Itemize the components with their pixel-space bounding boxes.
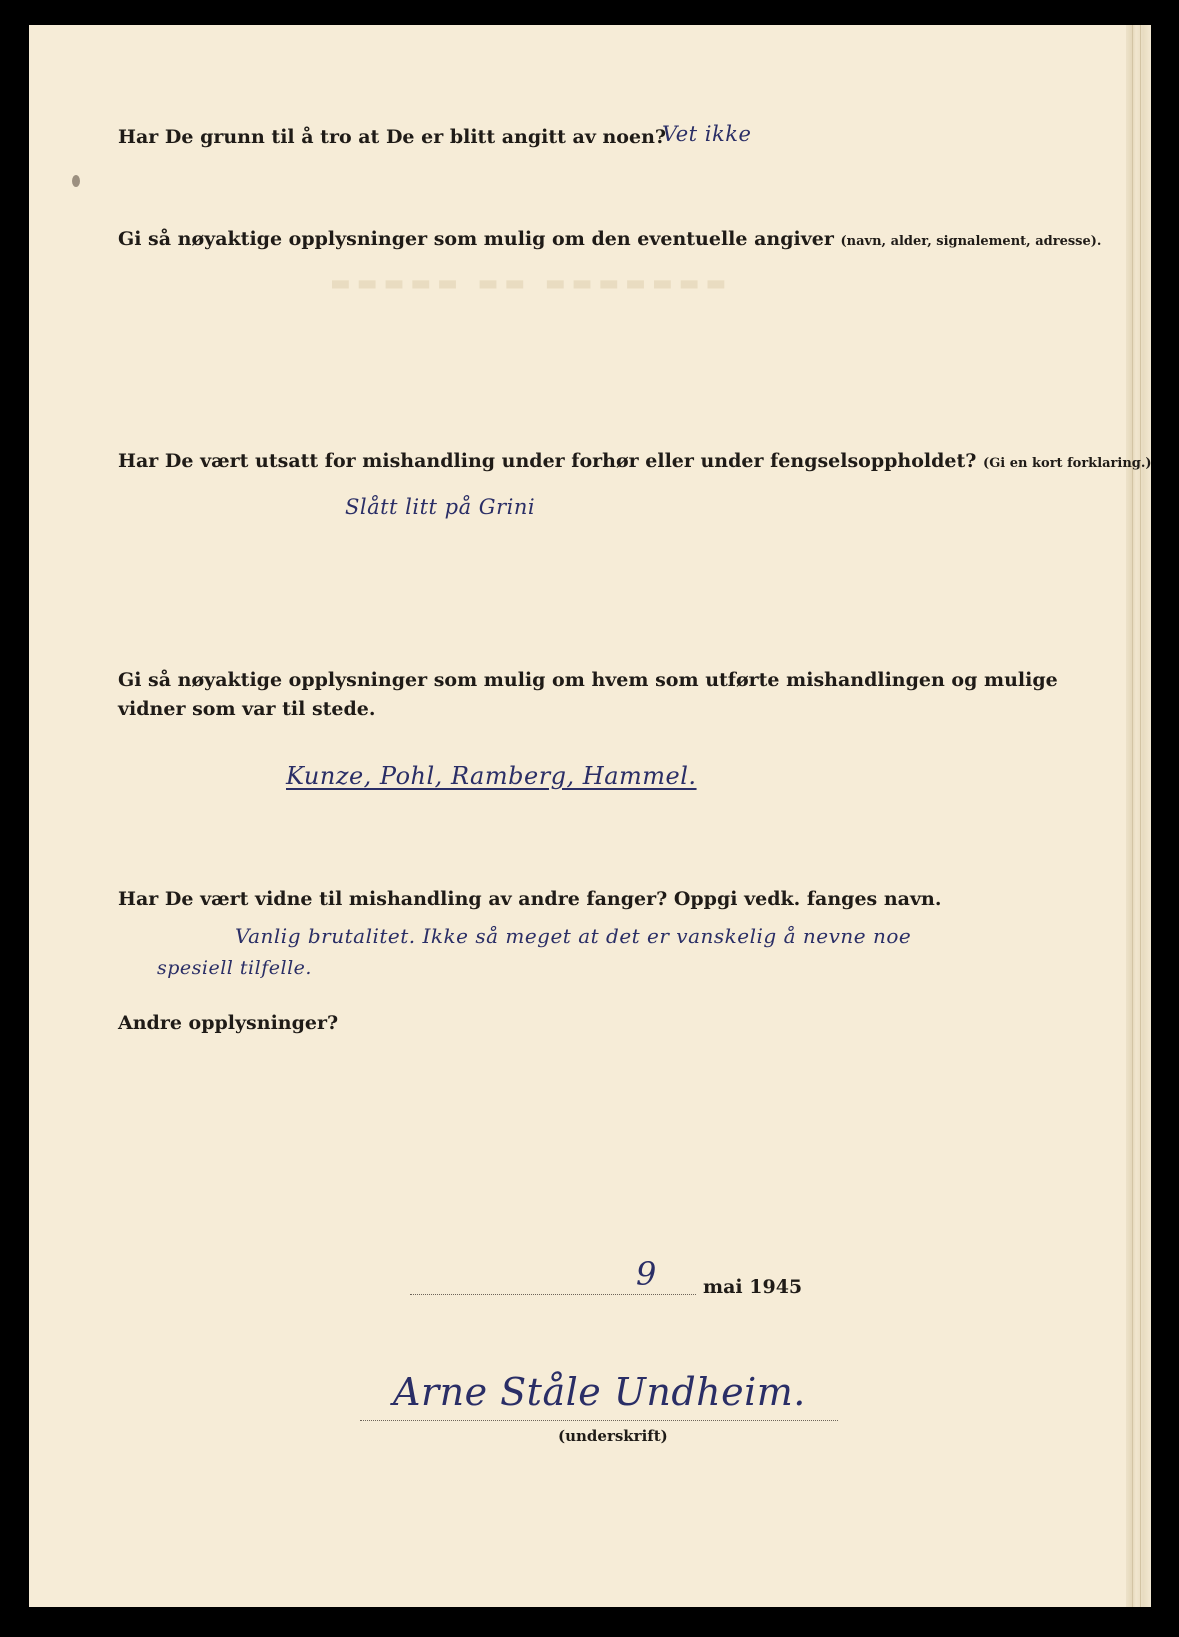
question-4: Gi så nøyaktige opplysninger som mulig om hvem som utførte mishandlingen og mulige vidner som var til stede. (118, 669, 1058, 720)
signature-label: (underskrift) (558, 1427, 668, 1445)
question-2-text: Gi så nøyaktige opplysninger som mulig om den eventuelle angiver (118, 228, 834, 250)
page-fold-edge (1126, 25, 1151, 1607)
answer-1-handwriting: Vet ikke (662, 122, 752, 146)
signature-dotted-line (360, 1420, 838, 1421)
date-day-handwriting: 9 (636, 1255, 657, 1293)
question-3 (118, 450, 1152, 472)
question-3-text: Har De vært utsatt for mishandling under forhør eller under fengselsoppholdet? (118, 450, 977, 472)
question-3-note: (Gi en kort forklaring.) (983, 456, 1152, 471)
date-month-year: mai 1945 (703, 1276, 803, 1298)
question-1: Har De grunn til å tro at De er blitt angitt av noen? (118, 126, 667, 148)
question-5: Har De vært vidne til mishandling av andre fanger? Oppgi vedk. fanges navn. (118, 888, 942, 910)
answer-5-line-2: spesiell tilfelle. (157, 957, 312, 979)
fold-line (1132, 25, 1133, 1607)
answer-5-line-1: Vanlig brutalitet. Ikke så meget at det er vanskelig å nevne noe (235, 924, 912, 948)
question-2-note: (navn, alder, signalement, adresse). (840, 234, 1102, 249)
answer-4-handwriting: Kunze, Pohl, Ramberg, Hammel. (286, 762, 697, 790)
bleed-through-mark: ▬▬▬▬▬ ▬▬ ▬▬▬▬▬▬▬ (330, 270, 733, 296)
paper-mark (72, 175, 80, 187)
question-2 (118, 228, 1101, 250)
fold-line (1140, 25, 1141, 1607)
signature-handwriting: Arne Ståle Undheim. (393, 1370, 806, 1414)
question-6: Andre opplysninger? (118, 1012, 339, 1034)
answer-3-handwriting: Slått litt på Grini (345, 495, 536, 519)
date-dotted-line (410, 1294, 696, 1295)
